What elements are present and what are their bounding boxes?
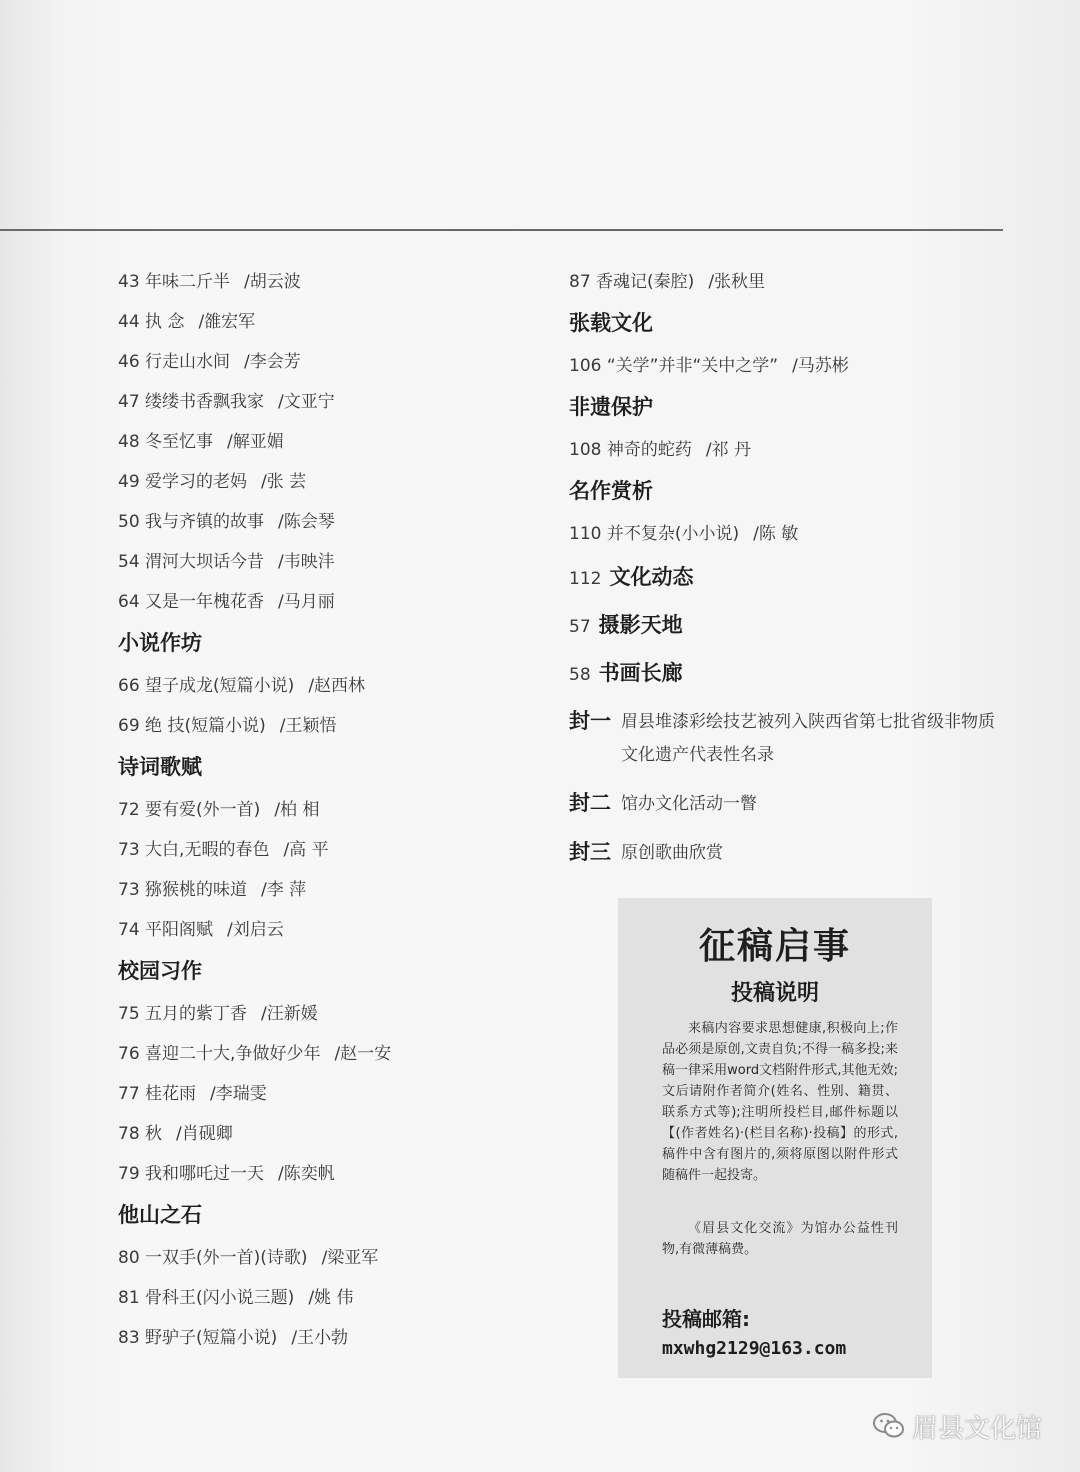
toc-entry-author: /刘启云 [227, 920, 284, 940]
cover-label: 封二 [569, 791, 611, 815]
toc-entry [118, 550, 538, 590]
toc-entry-author: /李瑞雯 [210, 1084, 267, 1104]
cover-description: 原创歌曲欣赏 [621, 843, 723, 863]
toc-entry-author: /解亚媚 [227, 432, 284, 452]
toc-entry [569, 270, 1009, 310]
toc-entry [118, 714, 538, 754]
toc-entry [118, 838, 538, 878]
section-heading: 摄影天地 [598, 613, 683, 637]
toc-entry-title: 108 神奇的蛇药 [569, 440, 692, 460]
toc-left-column [118, 270, 538, 1366]
toc-entry-author: /韦映沣 [278, 552, 335, 572]
toc-entry-title: 69 绝 技(短篇小说) [118, 716, 266, 736]
toc-entry-author: /王小勃 [291, 1328, 349, 1348]
toc-entry-title: 73 大白,无暇的春色 [118, 840, 270, 860]
submission-email[interactable]: mxwhg2129@163.com [662, 1338, 847, 1359]
toc-entry [118, 510, 538, 550]
toc-entry-title: 83 野驴子(短篇小说) [118, 1328, 278, 1348]
section-heading: 校园习作 [118, 959, 202, 983]
toc-entry-title: 110 并不复杂(小小说) [569, 524, 740, 544]
toc-entry [118, 1082, 538, 1122]
cover-description: 馆办文化活动一瞥 [621, 794, 757, 814]
section-heading: 非遗保护 [569, 395, 653, 419]
notice-paragraph: 《眉县文化交流》为馆办公益性刊物,有微薄稿费。 [662, 1221, 898, 1257]
toc-entry [569, 354, 1009, 394]
toc-entry-title: 54 渭河大坝话今昔 [118, 552, 265, 572]
toc-entry [118, 350, 538, 390]
toc-entry-title: 81 骨科王(闪小说三题) [118, 1288, 295, 1308]
toc-entry [118, 1162, 538, 1202]
cover-list [569, 706, 1009, 870]
numbered-section-heading [569, 562, 1009, 610]
cover-description: 眉县堆漆彩绘技艺被列入陕西省第七批省级非物质文化遗产代表性名录 [621, 712, 995, 765]
email-label: 投稿邮箱: [662, 1307, 750, 1331]
toc-entry [118, 798, 538, 838]
toc-entry-author: /李 萍 [261, 880, 307, 900]
cover-label: 封三 [569, 840, 611, 864]
call-for-submissions-box [618, 898, 932, 1378]
toc-entry-author: /王颖悟 [279, 716, 337, 736]
header-divider [0, 229, 1003, 231]
notice-title: 征稿启事 [698, 926, 851, 967]
toc-entry [118, 310, 538, 350]
toc-entry [118, 674, 538, 714]
toc-entry-author: /祁 丹 [705, 440, 751, 460]
toc-entry-author: /陈奕帆 [278, 1164, 335, 1184]
toc-entry-author: /梁亚军 [321, 1248, 379, 1268]
toc-entry-title: 48 冬至忆事 [118, 432, 214, 452]
toc-right-column [569, 270, 1009, 886]
toc-entry-author: /雒宏军 [198, 312, 256, 332]
toc-entry-title: 77 桂花雨 [118, 1084, 197, 1104]
toc-entry-title: 76 喜迎二十大,争做好少年 [118, 1044, 321, 1064]
toc-entry-title: 50 我与齐镇的故事 [118, 512, 265, 532]
toc-entry-title: 78 秋 [118, 1124, 163, 1144]
toc-entry-title: 44 执 念 [118, 312, 185, 332]
toc-entry-title: 106 “关学”并非“关中之学” [569, 356, 779, 376]
toc-entry [118, 390, 538, 430]
toc-entry-author: /肖砚卿 [176, 1124, 233, 1144]
toc-entry-title: 47 缕缕书香飘我家 [118, 392, 265, 412]
toc-entry [118, 1246, 538, 1286]
section-page-number: 58 [569, 665, 591, 685]
wechat-icon [872, 1411, 906, 1441]
toc-entry [118, 1002, 538, 1042]
toc-entry-author: /李会芳 [244, 352, 301, 372]
toc-entry [118, 1326, 538, 1366]
toc-entry [118, 918, 538, 958]
toc-entry-title: 79 我和哪吒过一天 [118, 1164, 265, 1184]
toc-entry-author: /张秋里 [708, 272, 766, 292]
toc-entry-title: 46 行走山水间 [118, 352, 231, 372]
section-heading: 他山之石 [118, 1203, 202, 1227]
section-page-number: 112 [569, 569, 602, 589]
toc-entry-author: /陈 敏 [753, 524, 799, 544]
notice-subtitle: 投稿说明 [730, 981, 819, 1006]
toc-entry-author: /汪新媛 [261, 1004, 318, 1024]
toc-entry [118, 470, 538, 510]
toc-entry-author: /高 平 [283, 840, 329, 860]
numbered-section-heading [569, 658, 1009, 706]
section-heading: 诗词歌赋 [118, 755, 202, 779]
section-heading: 名作赏析 [569, 479, 653, 503]
toc-entry-title: 43 年味二斤半 [118, 272, 231, 292]
toc-entry [118, 590, 538, 630]
toc-entry-title: 72 要有爱(外一首) [118, 800, 261, 820]
toc-entry-author: /陈会琴 [278, 512, 335, 532]
toc-entry-author: /马月丽 [278, 592, 335, 612]
toc-entry-author: /姚 伟 [308, 1288, 354, 1308]
section-heading: 张载文化 [569, 311, 653, 335]
toc-entry-author: /文亚宁 [278, 392, 335, 412]
section-heading: 文化动态 [609, 565, 694, 589]
toc-entry-author: /柏 相 [274, 800, 320, 820]
account-watermark [872, 1408, 1042, 1444]
cover-entry [569, 837, 1009, 870]
toc-entry [569, 438, 1009, 478]
section-page-number: 57 [569, 617, 591, 637]
toc-entry-title: 80 一双手(外一首)(诗歌) [118, 1248, 308, 1268]
toc-entry [118, 1122, 538, 1162]
toc-entry-title: 87 香魂记(秦腔) [569, 272, 695, 292]
toc-entry-author: /赵一安 [334, 1044, 392, 1064]
section-heading: 书画长廊 [598, 661, 683, 685]
toc-entry-author: /马苏彬 [792, 356, 849, 376]
section-heading: 小说作坊 [118, 631, 202, 655]
toc-entry-title: 64 又是一年槐花香 [118, 592, 265, 612]
toc-entry [118, 1042, 538, 1082]
toc-entry [569, 522, 1009, 562]
cover-label: 封一 [569, 709, 611, 733]
numbered-section-heading [569, 610, 1009, 658]
toc-entry-title: 49 爱学习的老妈 [118, 472, 248, 492]
toc-entry-author: /胡云波 [244, 272, 301, 292]
toc-entry [118, 878, 538, 918]
toc-entry [118, 1286, 538, 1326]
cover-entry [569, 788, 1009, 821]
toc-entry-author: /张 芸 [261, 472, 307, 492]
toc-entry-title: 74 平阳阁赋 [118, 920, 214, 940]
toc-entry-author: /赵西林 [308, 676, 366, 696]
toc-entry-title: 66 望子成龙(短篇小说) [118, 676, 295, 696]
toc-entry-title: 73 猕猴桃的味道 [118, 880, 248, 900]
watermark-text: 眉县文化馆 [912, 1413, 1043, 1444]
cover-entry [569, 706, 1009, 772]
toc-entry-title: 75 五月的紫丁香 [118, 1004, 248, 1024]
toc-entry [118, 270, 538, 310]
toc-entry [118, 430, 538, 470]
notice-paragraph: 来稿内容要求思想健康,积极向上;作品必须是原创,文责自负;不得一稿多投;来稿一律采用word文档附件形式,其他无效;文后请附作者简介(姓名、性别、籍贯、联系方式等);注明所投栏目,邮件标题以【(作者姓名)·(栏目名称)·投稿】的形式,稿件中含有图片的,须将原图以附件形式随稿件一起投寄。 [662, 1021, 898, 1183]
